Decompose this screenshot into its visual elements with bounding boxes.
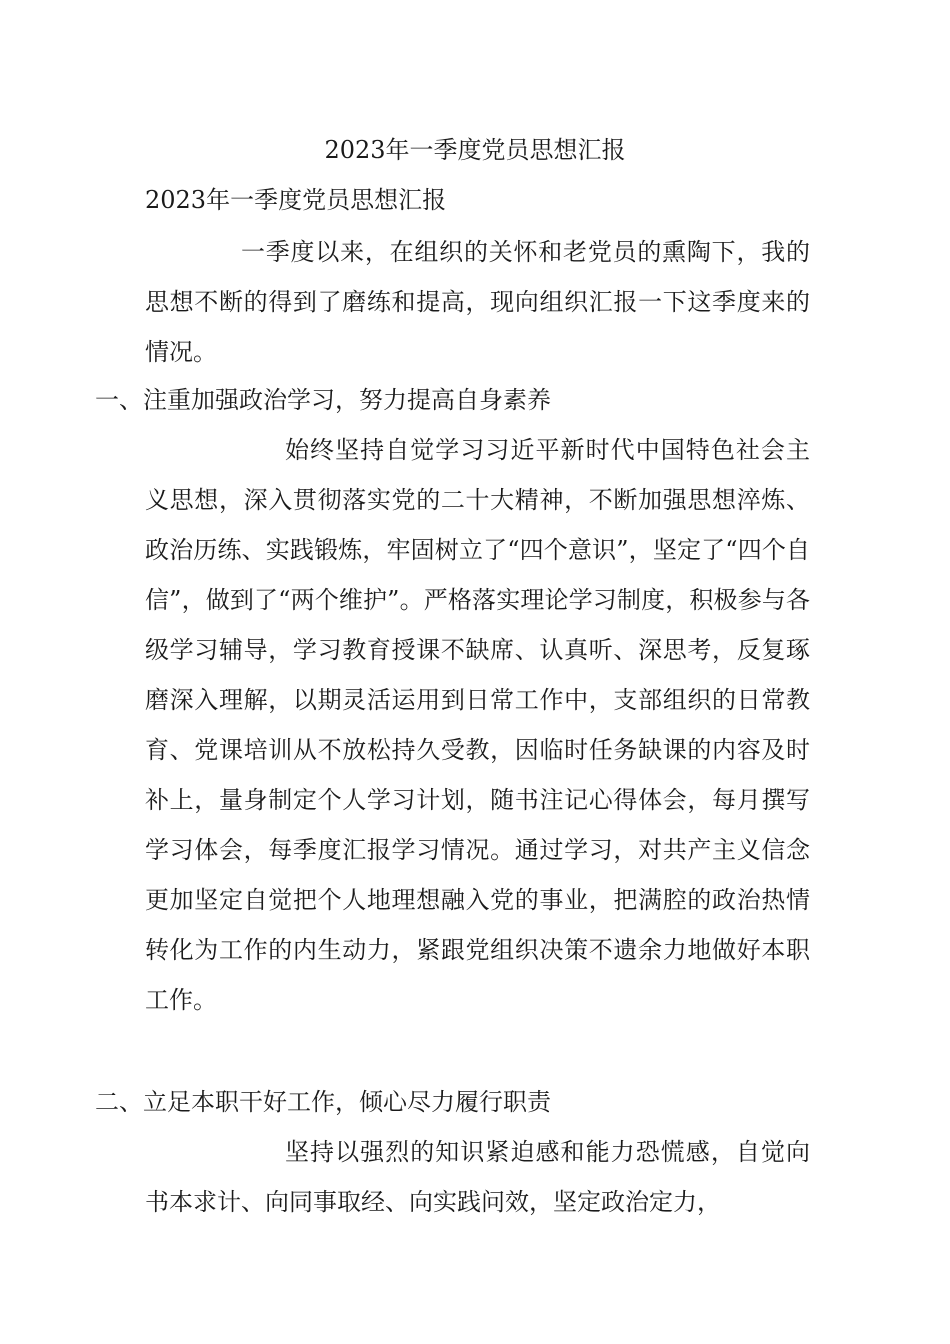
section-paragraph-1: 始终坚持自觉学习习近平新时代中国特色社会主义思想，深入贯彻落实党的二十大精神，不断加强思想淬炼、政治历练、实践锻炼，牢固树立了“四个意识”，坚定了“四个自信”，做到了“两个维护”。严格落实理论学习制度，积极参与各级学习辅导，学习教育授课不缺席、认真听、深思考，反复琢磨深入理解，以期灵活运用到日常工作中，支部组织的日常教育、党课培训从不放松持久受教，因临时任务缺课的内容及时补上，量身制定个人学习计划，随书注记心得体会，每月撰写学习体会，每季度汇报学习情况。通过学习，对共产主义信念更加坚定自觉把个人地理想融入党的事业，把满腔的政治热情转化为工作的内生动力，紧跟党组织决策不遗余力地做好本职工作。 (145, 436, 810, 1014)
intro-paragraph: 一季度以来，在组织的关怀和老党员的熏陶下，我的思想不断的得到了磨练和提高，现向组织汇报一下这季度来的情况。 (145, 238, 810, 366)
document-subtitle: 2023年一季度党员思想汇报 (145, 186, 447, 214)
section-heading-1: 一、注重加强政治学习，努力提高自身素养 (95, 386, 551, 414)
section-paragraph-2: 坚持以强烈的知识紧迫感和能力恐慌感，自觉向书本求计、向同事取经、向实践问效，坚定政治定力， (145, 1138, 810, 1216)
document-title: 2023年一季度党员思想汇报 (324, 136, 626, 164)
section-heading-2: 二、立足本职干好工作，倾心尽力履行职责 (95, 1088, 551, 1116)
